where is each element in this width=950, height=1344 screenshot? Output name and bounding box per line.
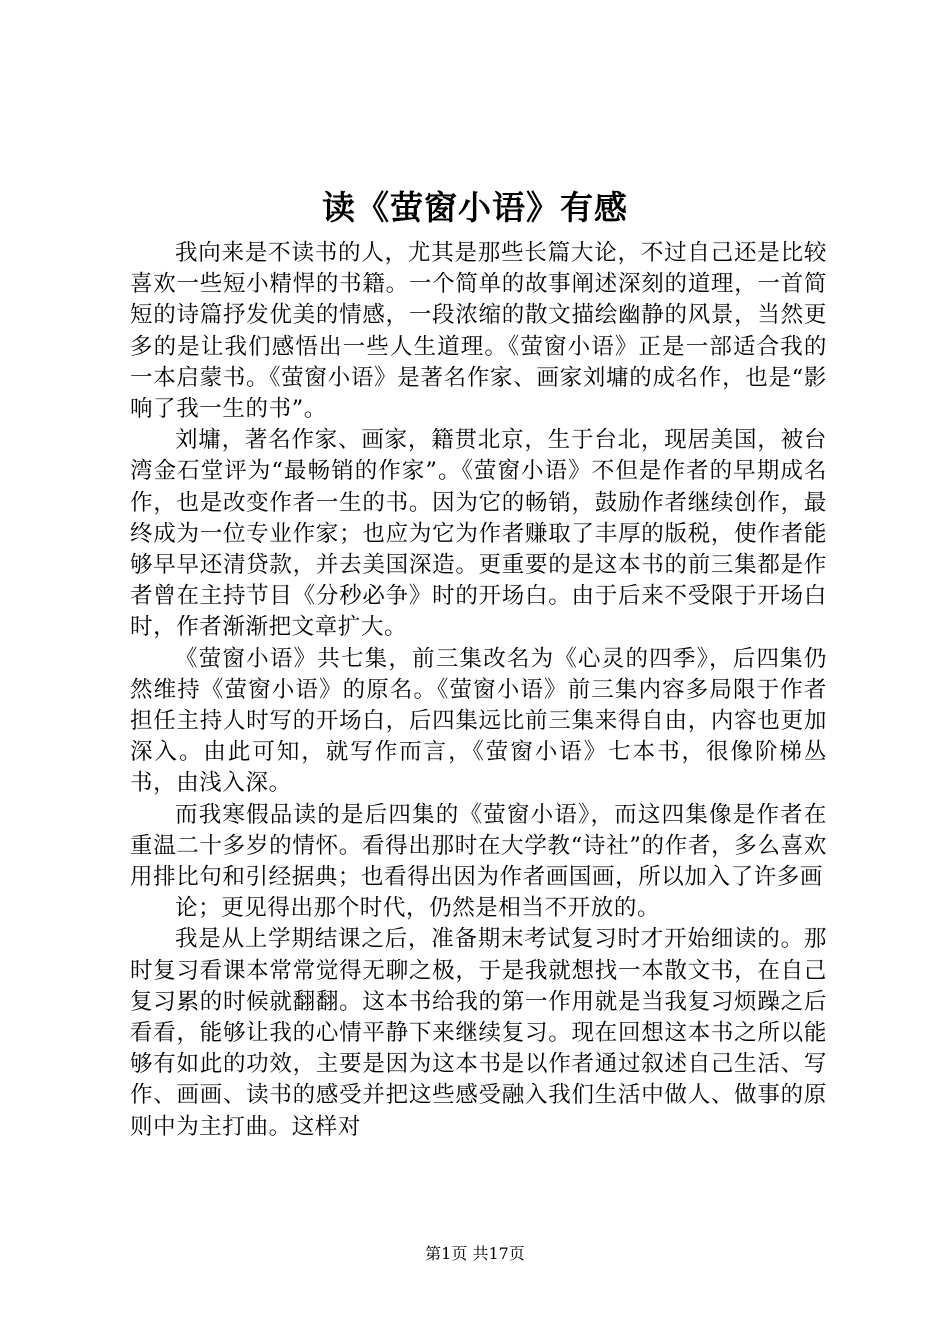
paragraph: 论；更见得出那个时代，仍然是相当不开放的。 [175, 895, 661, 922]
document-body [130, 238, 827, 1143]
page-footer: 第1页 共17页 [425, 1244, 525, 1263]
paragraph: 而我寒假品读的是后四集的《萤窗小语》，而这四集像是作者在重温二十多岁的情怀。看得出那时在大学教“诗社”的作者，多么喜欢用排比句和引经据典；也看得出因为作者画国画，所以加入了许多画 [130, 801, 827, 891]
paragraph: 刘墉，著名作家、画家，籍贯北京，生于台北，现居美国，被台湾金石堂评为“最畅销的作家”。《萤窗小语》不但是作者的早期成名作，也是改变作者一生的书。因为它的畅销，鼓励作者继续创作，最终成为一位专业作家；也应为它为作者赚取了丰厚的版税，使作者能够早早还清贷款，并去美国深造。更重要的是这本书的前三集都是作者曾在主持节目《分秒必争》时的开场白。由于后来不受限于开场白时，作者渐渐把文章扩大。 [130, 427, 827, 641]
paragraph: 《萤窗小语》共七集，前三集改名为《心灵的四季》，后四集仍然维持《萤窗小语》的原名。《萤窗小语》前三集内容多局限于作者担任主持人时写的开场白，后四集远比前三集来得自由，内容也更加深入。由此可知，就写作而言，《萤窗小语》七本书，很像阶梯丛书，由浅入深。 [130, 645, 827, 797]
paragraph: 我是从上学期结课之后，准备期末考试复习时才开始细读的。那时复习看课本常常觉得无聊之极，于是我就想找一本散文书，在自己复习累的时候就翻翻。这本书给我的第一作用就是当我复习烦躁之后看看，能够让我的心情平静下来继续复习。现在回想这本书之所以能够有如此的功效，主要是因为这本书是以作者通过叙述自己生活、写作、画画、读书的感受并把这些感受融入我们生活中做人、做事的原则中为主打曲。这样对 [130, 926, 827, 1140]
paragraph: 我向来是不读书的人，尤其是那些长篇大论，不过自己还是比较喜欢一些短小精悍的书籍。一个简单的故事阐述深刻的道理，一首简短的诗篇抒发优美的情感，一段浓缩的散文描绘幽静的风景，当然更多的是让我们感悟出一些人生道理。《萤窗小语》正是一部适合我的一本启蒙书。《萤窗小语》是著名作家、画家刘墉的成名作，也是“影响了我一生的书”。 [130, 240, 827, 423]
document-title: 读《萤窗小语》有感 [322, 188, 628, 227]
